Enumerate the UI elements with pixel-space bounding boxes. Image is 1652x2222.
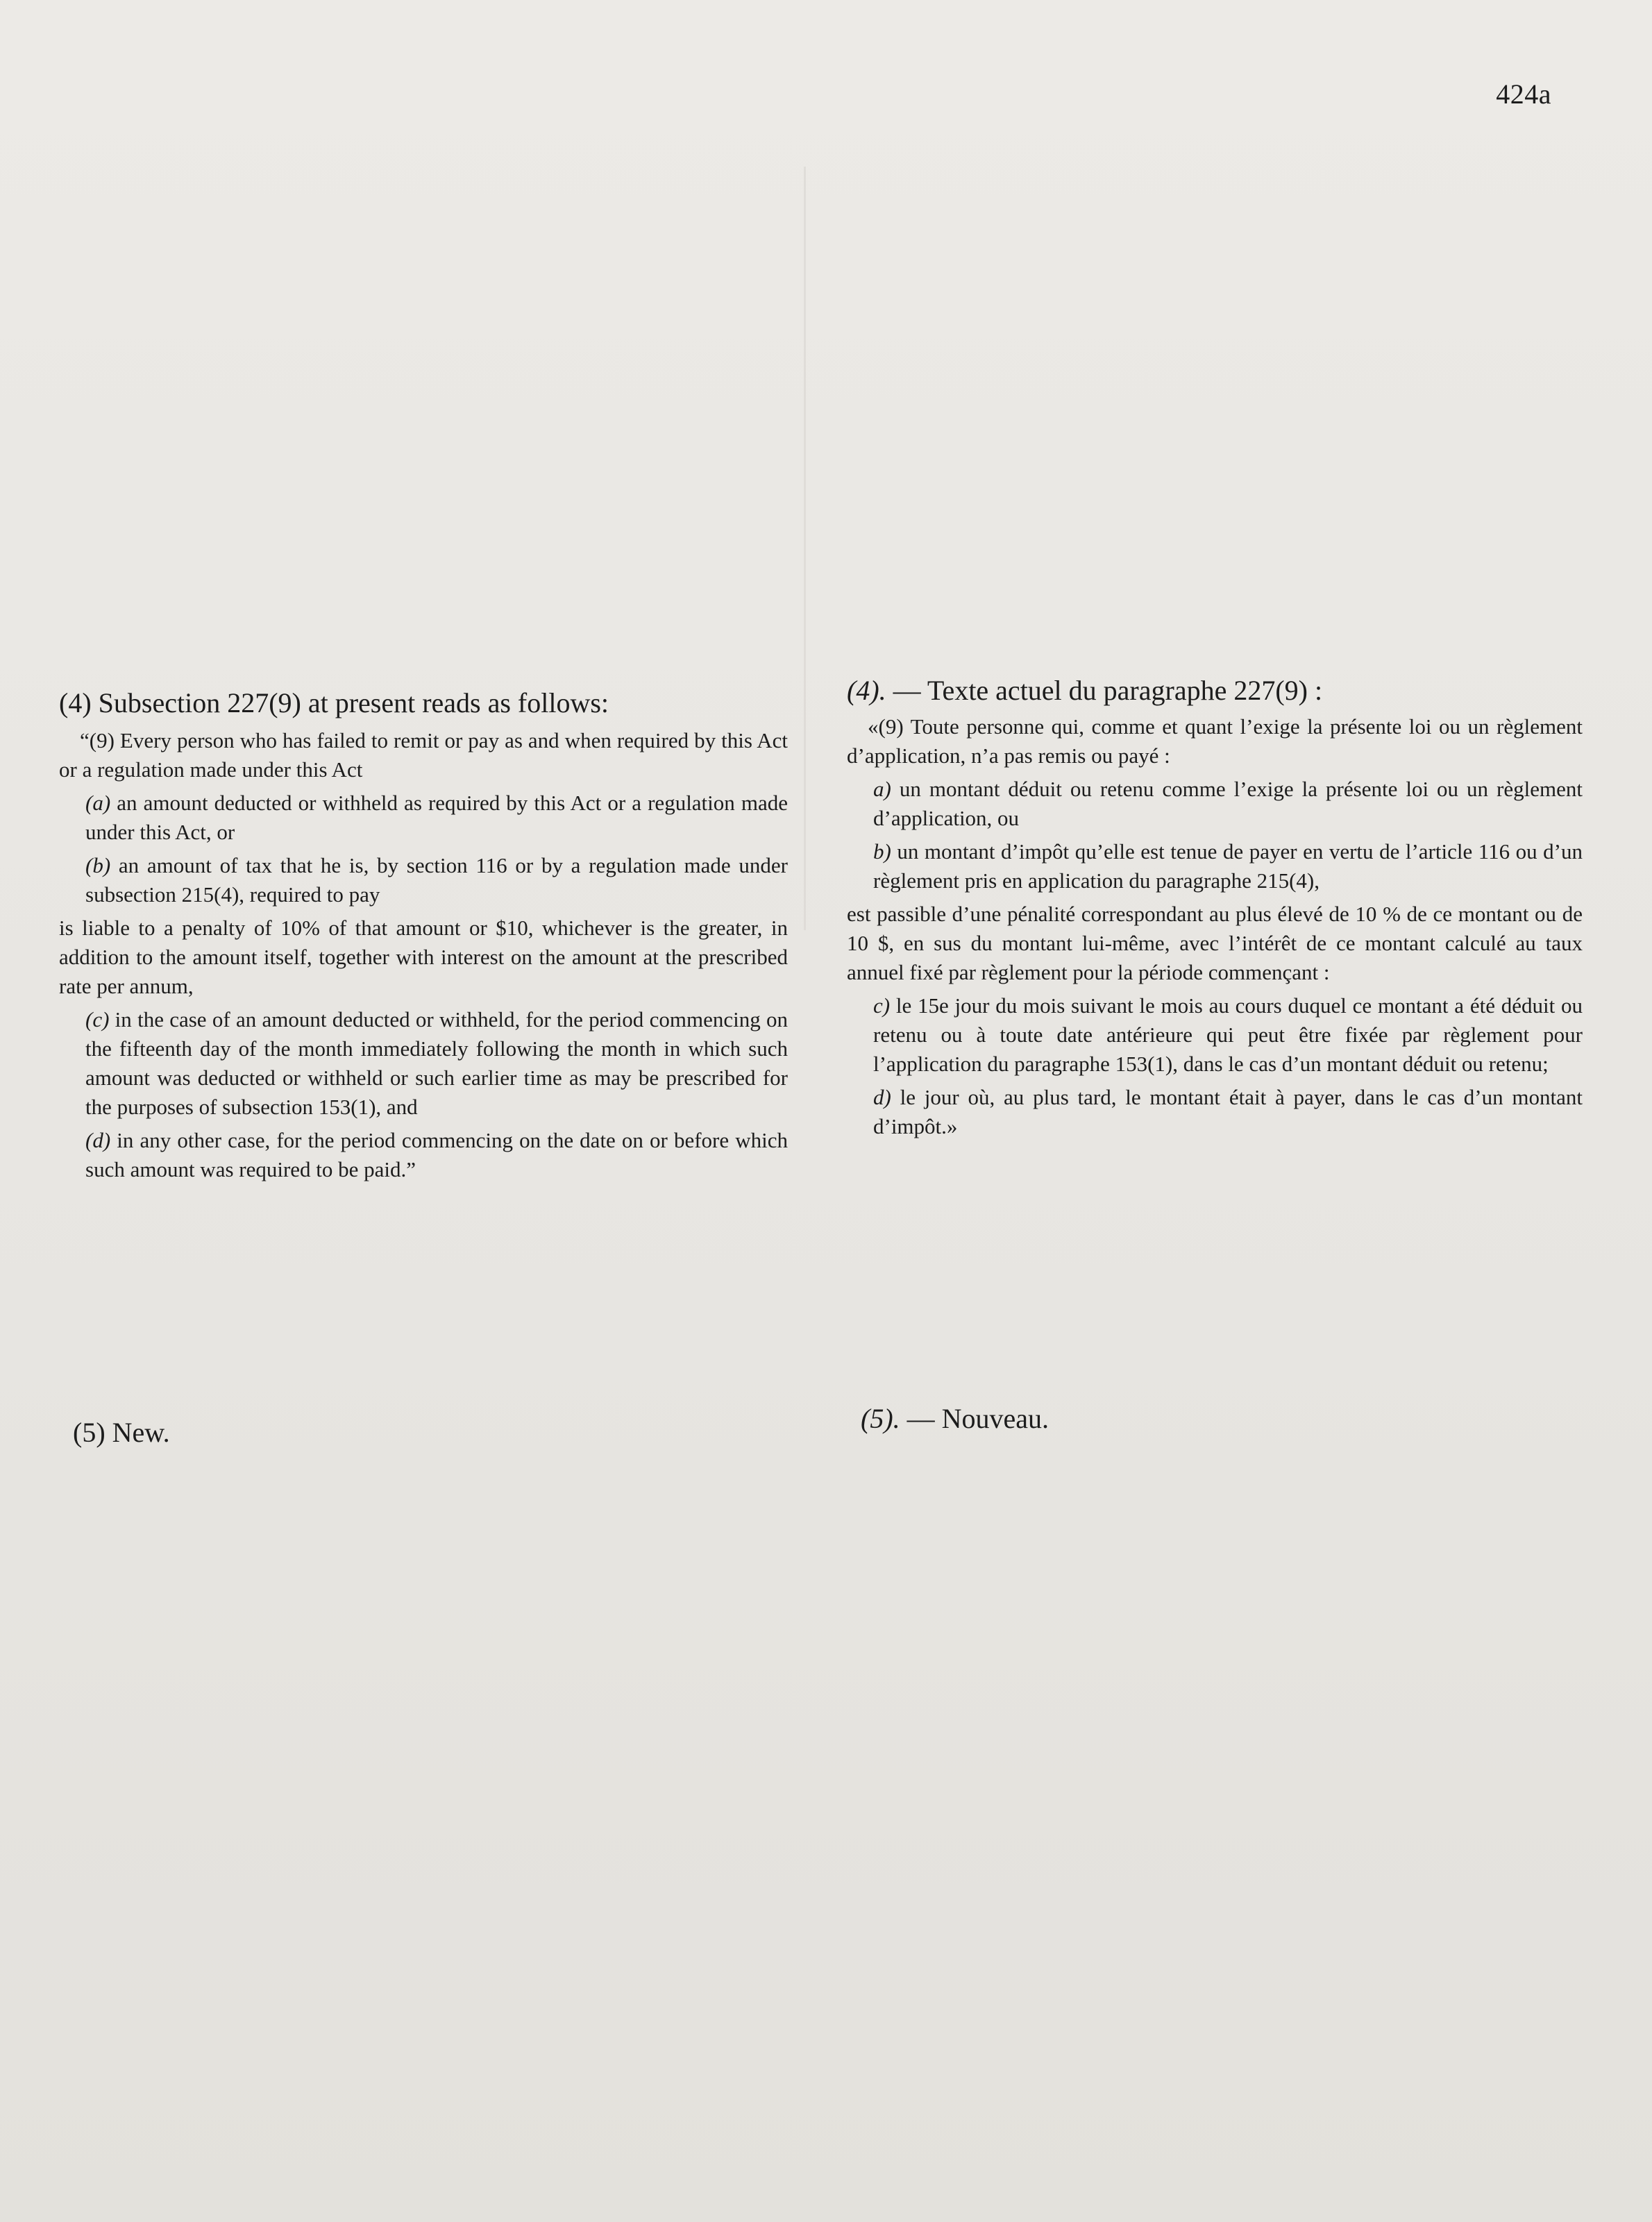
english-middle: is liable to a penalty of 10% of that amount or $10, whichever is the greater, in addition to the amount itself, together with interest on the amount at the prescribed rate per annum, [59,916,788,998]
french-column [847,673,1583,1145]
english-new-note: (5) New. [73,1417,170,1448]
page-number: 424a [1496,78,1551,110]
english-item-a [85,789,788,847]
item-text: in any other case, for the period commencing on the date on or before which such amount was required to be paid.” [85,1128,788,1181]
english-intro: “(9) Every person who has failed to remit or pay as and when required by this Act or a regulation made under this Act [59,728,788,782]
bleed-through-rule [804,167,806,930]
french-new-number: (5). [861,1403,900,1434]
french-item-d [873,1083,1583,1141]
french-item-b [873,837,1583,895]
item-label: (c) [85,1007,110,1032]
item-text: an amount of tax that he is, by section 116 or by a regulation made under subsection 215(4), required to pay [85,853,788,907]
english-item-d [85,1126,788,1184]
item-text: un montant d’impôt qu’elle est tenue de payer en vertu de l’article 116 ou d’un règlement pris en application du paragraphe 215(4), [873,839,1583,893]
french-item-a [873,775,1583,833]
item-text: un montant déduit ou retenu comme l’exige la présente loi ou un règlement d’application, ou [873,777,1583,830]
item-label: (d) [85,1128,111,1152]
french-new-text: — Nouveau. [900,1403,1050,1434]
french-heading-number: (4). [847,675,886,706]
item-label: c) [873,993,891,1018]
french-new-note [861,1402,1049,1435]
item-text: le 15e jour du mois suivant le mois au cours duquel ce montant a été déduit ou retenu ou à toute date antérieure qui peut être fixée par règlement pour l’application du paragraphe 153(1), dans le cas d’un montant déduit ou retenu; [873,993,1583,1076]
french-heading [847,673,1583,708]
item-text: in the case of an amount deducted or withheld, for the period commencing on the fifteenth day of the month immediately following the month in which such amount was deducted or withheld or such earlier time as may be prescribed for the purposes of subsection 153(1), and [85,1007,788,1119]
item-text: an amount deducted or withheld as required by this Act or a regulation made under this Act, or [85,791,788,844]
item-label: b) [873,839,891,864]
item-label: a) [873,777,891,801]
english-item-c [85,1005,788,1122]
item-label: (a) [85,791,111,815]
english-heading: (4) Subsection 227(9) at present reads as follows: [59,687,609,718]
item-label: d) [873,1085,891,1109]
english-column [59,686,788,1188]
french-intro: «(9) Toute personne qui, comme et quant l’exige la présente loi ou un règlement d’application, n’a pas remis ou payé : [847,714,1583,768]
item-label: (b) [85,853,111,877]
french-heading-text: — Texte actuel du paragraphe 227(9) : [886,675,1323,706]
french-item-c [873,991,1583,1079]
french-middle: est passible d’une pénalité correspondant au plus élevé de 10 % de ce montant ou de 10 $, en sus du montant lui-même, avec l’intérêt de ce montant calculé au taux annuel fixé par règlement pour la période commençant : [847,902,1583,984]
item-text: le jour où, au plus tard, le montant était à payer, dans le cas d’un montant d’impôt.» [873,1085,1583,1138]
english-item-b [85,851,788,909]
